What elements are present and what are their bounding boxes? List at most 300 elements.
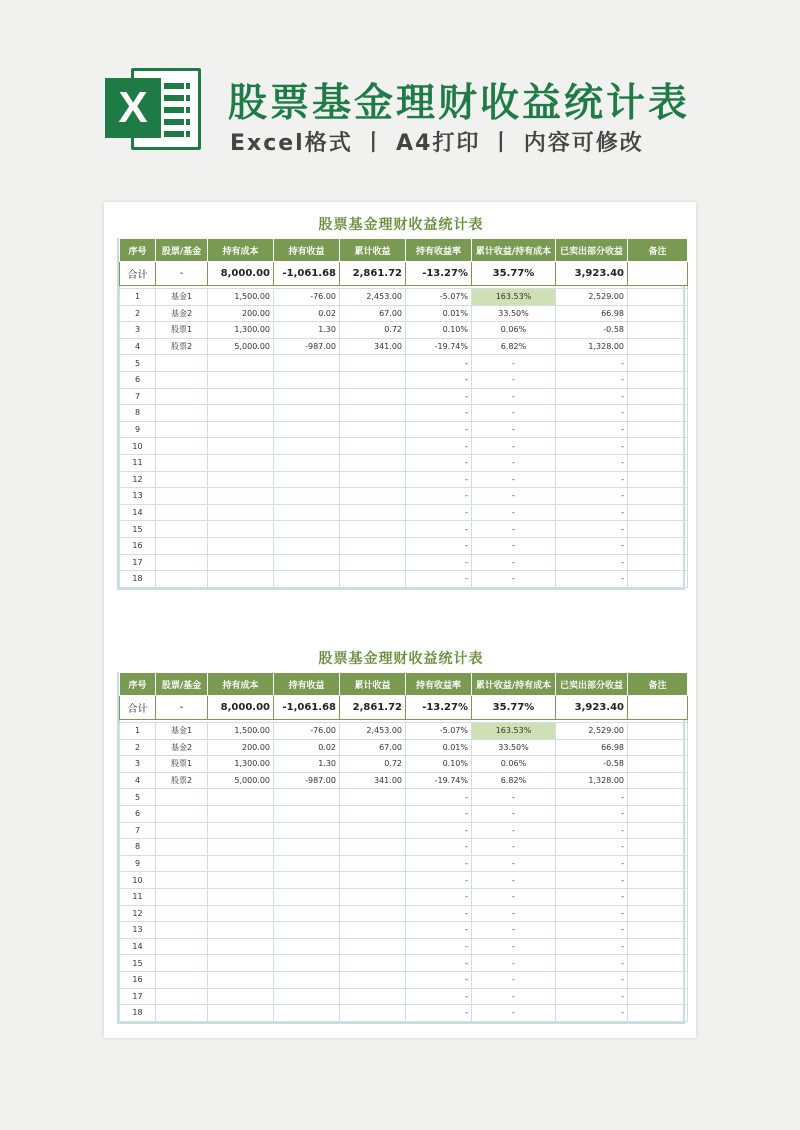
table-cell[interactable]: 1,300.00	[208, 756, 274, 773]
total-cell[interactable]: -	[156, 696, 208, 720]
table-cell[interactable]: 1,300.00	[208, 322, 274, 339]
table-cell[interactable]	[628, 922, 688, 939]
table-cell[interactable]: 1,328.00	[556, 772, 628, 789]
table-cell[interactable]	[208, 388, 274, 405]
table-cell[interactable]	[274, 839, 340, 856]
table-cell[interactable]: -	[472, 388, 556, 405]
table-cell[interactable]	[208, 405, 274, 422]
table-cell[interactable]	[156, 405, 208, 422]
table-cell[interactable]	[340, 805, 406, 822]
table-cell[interactable]: -	[556, 454, 628, 471]
table-cell[interactable]: 4	[120, 338, 156, 355]
table-cell[interactable]: -	[406, 554, 472, 571]
table-cell[interactable]	[340, 872, 406, 889]
table-cell[interactable]: 67.00	[340, 305, 406, 322]
table-cell[interactable]: -	[406, 438, 472, 455]
table-cell[interactable]	[156, 938, 208, 955]
table-cell[interactable]	[274, 805, 340, 822]
table-cell[interactable]: 股票1	[156, 322, 208, 339]
table-cell[interactable]	[340, 905, 406, 922]
table-cell[interactable]: -	[556, 955, 628, 972]
table-cell[interactable]: -	[472, 537, 556, 554]
table-cell[interactable]	[156, 1005, 208, 1022]
table-cell[interactable]: -	[556, 554, 628, 571]
table-cell[interactable]	[156, 855, 208, 872]
table-cell[interactable]: 2	[120, 305, 156, 322]
table-cell[interactable]: 16	[120, 971, 156, 988]
table-cell[interactable]	[628, 988, 688, 1005]
table-cell[interactable]: -	[556, 421, 628, 438]
table-cell[interactable]	[208, 922, 274, 939]
table-cell[interactable]	[340, 1005, 406, 1022]
table-cell[interactable]	[274, 855, 340, 872]
table-cell[interactable]: 10	[120, 872, 156, 889]
table-cell[interactable]: 2,453.00	[340, 289, 406, 306]
table-cell[interactable]: -	[472, 789, 556, 806]
table-cell[interactable]: -	[472, 488, 556, 505]
table-cell[interactable]: 5,000.00	[208, 338, 274, 355]
table-cell[interactable]: -	[406, 855, 472, 872]
table-cell[interactable]: -	[472, 454, 556, 471]
table-cell[interactable]: 14	[120, 504, 156, 521]
table-cell[interactable]	[156, 371, 208, 388]
table-cell[interactable]	[274, 888, 340, 905]
table-cell[interactable]: 5	[120, 355, 156, 372]
table-cell[interactable]: -	[556, 822, 628, 839]
table-cell[interactable]	[628, 938, 688, 955]
table-cell[interactable]: 33.50%	[472, 305, 556, 322]
table-cell[interactable]	[156, 839, 208, 856]
table-cell[interactable]: -	[472, 421, 556, 438]
table-cell[interactable]: -	[406, 988, 472, 1005]
table-cell[interactable]: -0.58	[556, 756, 628, 773]
total-cell[interactable]: -1,061.68	[274, 262, 340, 286]
table-cell[interactable]: 6	[120, 805, 156, 822]
table-cell[interactable]	[340, 388, 406, 405]
table-cell[interactable]: -	[406, 371, 472, 388]
table-cell[interactable]	[274, 822, 340, 839]
table-cell[interactable]: -	[406, 504, 472, 521]
table-cell[interactable]: 16	[120, 537, 156, 554]
table-cell[interactable]	[628, 488, 688, 505]
table-cell[interactable]: 1.30	[274, 322, 340, 339]
table-cell[interactable]: 66.98	[556, 739, 628, 756]
table-cell[interactable]: 3	[120, 756, 156, 773]
table-cell[interactable]	[340, 405, 406, 422]
table-cell[interactable]: 股票2	[156, 772, 208, 789]
table-cell[interactable]: 7	[120, 388, 156, 405]
table-cell[interactable]	[628, 723, 688, 740]
total-cell[interactable]: 2,861.72	[340, 696, 406, 720]
table-cell[interactable]	[156, 805, 208, 822]
total-cell[interactable]: -1,061.68	[274, 696, 340, 720]
table-cell[interactable]: -	[472, 905, 556, 922]
table-cell[interactable]: -	[472, 971, 556, 988]
table-cell[interactable]: -	[556, 855, 628, 872]
table-cell[interactable]	[274, 488, 340, 505]
table-cell[interactable]	[156, 888, 208, 905]
table-cell[interactable]	[156, 504, 208, 521]
table-cell[interactable]: -	[472, 855, 556, 872]
table-cell[interactable]	[156, 471, 208, 488]
table-cell[interactable]: -	[472, 504, 556, 521]
table-cell[interactable]	[340, 971, 406, 988]
table-cell[interactable]: 5,000.00	[208, 772, 274, 789]
table-cell[interactable]	[208, 1005, 274, 1022]
table-cell[interactable]	[156, 872, 208, 889]
table-cell[interactable]	[156, 454, 208, 471]
table-cell[interactable]	[628, 537, 688, 554]
table-cell[interactable]	[628, 355, 688, 372]
table-cell[interactable]: 基金1	[156, 289, 208, 306]
table-cell[interactable]: 基金2	[156, 305, 208, 322]
table-cell[interactable]	[156, 905, 208, 922]
table-cell[interactable]	[340, 371, 406, 388]
table-cell[interactable]	[156, 388, 208, 405]
table-cell[interactable]: -987.00	[274, 338, 340, 355]
table-cell[interactable]	[628, 371, 688, 388]
table-cell[interactable]	[208, 872, 274, 889]
table-cell[interactable]: 12	[120, 471, 156, 488]
table-cell[interactable]: -0.58	[556, 322, 628, 339]
table-cell[interactable]	[156, 789, 208, 806]
table-cell[interactable]	[156, 571, 208, 588]
table-cell[interactable]	[340, 789, 406, 806]
table-cell[interactable]: 0.06%	[472, 756, 556, 773]
table-cell[interactable]: 5	[120, 789, 156, 806]
table-cell[interactable]: 6.82%	[472, 338, 556, 355]
table-cell[interactable]: 11	[120, 888, 156, 905]
table-cell[interactable]	[628, 521, 688, 538]
table-cell[interactable]: 33.50%	[472, 739, 556, 756]
table-cell[interactable]: 13	[120, 488, 156, 505]
table-cell[interactable]: -	[472, 355, 556, 372]
table-cell[interactable]: 7	[120, 822, 156, 839]
table-cell[interactable]: -	[472, 888, 556, 905]
table-cell[interactable]	[274, 521, 340, 538]
table-cell[interactable]: -	[472, 571, 556, 588]
table-cell[interactable]: -	[406, 571, 472, 588]
table-cell[interactable]: -	[406, 1005, 472, 1022]
table-cell[interactable]: -	[406, 922, 472, 939]
table-cell[interactable]: -	[556, 488, 628, 505]
table-cell[interactable]: 1,328.00	[556, 338, 628, 355]
table-cell[interactable]: 11	[120, 454, 156, 471]
table-cell[interactable]: 341.00	[340, 338, 406, 355]
table-cell[interactable]	[274, 988, 340, 1005]
table-cell[interactable]	[628, 338, 688, 355]
table-cell[interactable]: 0.01%	[406, 305, 472, 322]
table-cell[interactable]	[274, 388, 340, 405]
table-cell[interactable]	[628, 405, 688, 422]
total-cell[interactable]	[628, 262, 688, 286]
total-cell[interactable]: -13.27%	[406, 262, 472, 286]
table-cell[interactable]	[340, 438, 406, 455]
total-cell[interactable]: 35.77%	[472, 262, 556, 286]
table-cell[interactable]: 9	[120, 855, 156, 872]
table-cell[interactable]: 1,500.00	[208, 289, 274, 306]
table-cell[interactable]: 66.98	[556, 305, 628, 322]
table-cell[interactable]	[274, 905, 340, 922]
table-cell[interactable]: 12	[120, 905, 156, 922]
table-cell[interactable]: 8	[120, 839, 156, 856]
total-cell[interactable]: 8,000.00	[208, 696, 274, 720]
table-cell[interactable]	[274, 504, 340, 521]
table-cell[interactable]: -	[556, 438, 628, 455]
table-cell[interactable]	[274, 571, 340, 588]
table-cell[interactable]: -	[556, 872, 628, 889]
table-cell[interactable]	[274, 438, 340, 455]
table-cell[interactable]: -	[556, 805, 628, 822]
table-cell[interactable]: -	[556, 888, 628, 905]
table-cell[interactable]: -	[472, 988, 556, 1005]
table-cell[interactable]	[156, 822, 208, 839]
table-cell[interactable]	[628, 789, 688, 806]
table-cell[interactable]: -	[406, 971, 472, 988]
table-cell[interactable]: -	[556, 839, 628, 856]
table-cell[interactable]: -	[556, 471, 628, 488]
table-cell[interactable]	[628, 872, 688, 889]
table-cell[interactable]: 200.00	[208, 739, 274, 756]
table-cell[interactable]	[340, 839, 406, 856]
table-cell[interactable]: -	[406, 471, 472, 488]
table-cell[interactable]: 1	[120, 723, 156, 740]
table-cell[interactable]: 0.10%	[406, 756, 472, 773]
table-cell[interactable]	[274, 789, 340, 806]
table-cell[interactable]	[208, 371, 274, 388]
table-cell[interactable]: 0.02	[274, 739, 340, 756]
table-cell[interactable]: -	[406, 789, 472, 806]
table-cell[interactable]: 17	[120, 988, 156, 1005]
table-cell[interactable]: -	[406, 421, 472, 438]
table-cell[interactable]	[340, 855, 406, 872]
table-cell[interactable]: -	[556, 355, 628, 372]
table-cell[interactable]	[208, 971, 274, 988]
table-cell[interactable]	[628, 571, 688, 588]
table-cell[interactable]: -	[472, 554, 556, 571]
table-cell[interactable]	[208, 938, 274, 955]
table-cell[interactable]: -	[406, 388, 472, 405]
table-cell[interactable]	[340, 537, 406, 554]
table-cell[interactable]: -	[472, 955, 556, 972]
table-cell[interactable]: -	[472, 521, 556, 538]
table-cell[interactable]	[628, 955, 688, 972]
table-cell[interactable]: 6	[120, 371, 156, 388]
table-cell[interactable]: -	[406, 454, 472, 471]
table-cell[interactable]: 18	[120, 571, 156, 588]
table-cell[interactable]	[340, 571, 406, 588]
table-cell[interactable]	[340, 938, 406, 955]
table-cell[interactable]: 股票2	[156, 338, 208, 355]
table-cell[interactable]	[208, 805, 274, 822]
table-cell[interactable]	[208, 822, 274, 839]
table-cell[interactable]	[340, 521, 406, 538]
table-cell[interactable]	[208, 471, 274, 488]
table-cell[interactable]: -	[406, 537, 472, 554]
table-cell[interactable]: -	[472, 938, 556, 955]
total-cell[interactable]: 合计	[120, 696, 156, 720]
table-cell[interactable]: 1.30	[274, 756, 340, 773]
table-cell[interactable]: -	[406, 872, 472, 889]
table-cell[interactable]: -	[406, 839, 472, 856]
table-cell[interactable]: 0.02	[274, 305, 340, 322]
table-cell[interactable]	[208, 521, 274, 538]
table-cell[interactable]	[628, 739, 688, 756]
total-cell[interactable]: 8,000.00	[208, 262, 274, 286]
table-cell[interactable]	[156, 955, 208, 972]
table-cell[interactable]	[274, 371, 340, 388]
table-cell[interactable]: -	[472, 872, 556, 889]
table-cell[interactable]: 163.53%	[472, 723, 556, 740]
table-cell[interactable]	[208, 438, 274, 455]
table-cell[interactable]: -987.00	[274, 772, 340, 789]
table-cell[interactable]: -	[472, 922, 556, 939]
table-cell[interactable]: -	[556, 988, 628, 1005]
table-cell[interactable]	[340, 421, 406, 438]
table-cell[interactable]	[274, 922, 340, 939]
table-cell[interactable]	[208, 537, 274, 554]
table-cell[interactable]: 10	[120, 438, 156, 455]
table-cell[interactable]: -	[556, 388, 628, 405]
table-cell[interactable]: 1	[120, 289, 156, 306]
table-cell[interactable]	[208, 855, 274, 872]
table-cell[interactable]: -	[556, 504, 628, 521]
total-cell[interactable]: 2,861.72	[340, 262, 406, 286]
table-cell[interactable]	[274, 471, 340, 488]
table-cell[interactable]	[156, 438, 208, 455]
table-cell[interactable]: -	[556, 905, 628, 922]
table-cell[interactable]: -	[406, 488, 472, 505]
table-cell[interactable]	[628, 839, 688, 856]
table-cell[interactable]	[628, 388, 688, 405]
table-cell[interactable]	[340, 955, 406, 972]
table-cell[interactable]	[340, 355, 406, 372]
table-cell[interactable]	[208, 839, 274, 856]
table-cell[interactable]: 200.00	[208, 305, 274, 322]
table-cell[interactable]: 6.82%	[472, 772, 556, 789]
table-cell[interactable]	[628, 454, 688, 471]
total-cell[interactable]: -	[156, 262, 208, 286]
table-cell[interactable]	[208, 888, 274, 905]
table-cell[interactable]: -	[556, 922, 628, 939]
table-cell[interactable]	[628, 805, 688, 822]
table-cell[interactable]: 15	[120, 521, 156, 538]
table-cell[interactable]: 股票1	[156, 756, 208, 773]
table-cell[interactable]	[340, 454, 406, 471]
table-cell[interactable]: 8	[120, 405, 156, 422]
table-cell[interactable]	[208, 488, 274, 505]
table-cell[interactable]	[208, 905, 274, 922]
table-cell[interactable]	[208, 554, 274, 571]
table-cell[interactable]: 2	[120, 739, 156, 756]
table-cell[interactable]: -	[472, 405, 556, 422]
table-cell[interactable]: 2,453.00	[340, 723, 406, 740]
total-cell[interactable]: 3,923.40	[556, 696, 628, 720]
table-cell[interactable]	[274, 872, 340, 889]
table-cell[interactable]: -5.07%	[406, 723, 472, 740]
table-cell[interactable]: 1,500.00	[208, 723, 274, 740]
table-cell[interactable]	[628, 289, 688, 306]
table-cell[interactable]	[628, 1005, 688, 1022]
table-cell[interactable]	[208, 504, 274, 521]
table-cell[interactable]: 341.00	[340, 772, 406, 789]
table-cell[interactable]	[208, 955, 274, 972]
table-cell[interactable]: -	[556, 789, 628, 806]
table-cell[interactable]: 0.72	[340, 322, 406, 339]
table-cell[interactable]: 17	[120, 554, 156, 571]
table-cell[interactable]: 基金1	[156, 723, 208, 740]
table-cell[interactable]	[208, 454, 274, 471]
table-cell[interactable]: -	[406, 822, 472, 839]
total-cell[interactable]: -13.27%	[406, 696, 472, 720]
table-cell[interactable]	[208, 988, 274, 1005]
table-cell[interactable]	[340, 888, 406, 905]
total-cell[interactable]: 合计	[120, 262, 156, 286]
table-cell[interactable]: 2,529.00	[556, 723, 628, 740]
table-cell[interactable]	[208, 789, 274, 806]
table-cell[interactable]	[156, 922, 208, 939]
table-cell[interactable]: -	[406, 405, 472, 422]
table-cell[interactable]: 15	[120, 955, 156, 972]
table-cell[interactable]	[628, 471, 688, 488]
table-cell[interactable]: -	[472, 371, 556, 388]
table-cell[interactable]	[628, 888, 688, 905]
table-cell[interactable]	[340, 504, 406, 521]
table-cell[interactable]: -	[556, 571, 628, 588]
table-cell[interactable]: 13	[120, 922, 156, 939]
table-cell[interactable]	[274, 355, 340, 372]
table-cell[interactable]	[340, 922, 406, 939]
table-cell[interactable]: -19.74%	[406, 772, 472, 789]
table-cell[interactable]	[274, 938, 340, 955]
table-cell[interactable]: -	[556, 537, 628, 554]
table-cell[interactable]: 2,529.00	[556, 289, 628, 306]
table-cell[interactable]	[156, 355, 208, 372]
table-cell[interactable]: 0.06%	[472, 322, 556, 339]
table-cell[interactable]	[628, 772, 688, 789]
table-cell[interactable]: 3	[120, 322, 156, 339]
table-cell[interactable]	[274, 955, 340, 972]
table-cell[interactable]: -	[472, 822, 556, 839]
table-cell[interactable]: -	[472, 438, 556, 455]
table-cell[interactable]	[274, 971, 340, 988]
table-cell[interactable]	[274, 454, 340, 471]
table-cell[interactable]: -	[472, 805, 556, 822]
table-cell[interactable]: -	[556, 971, 628, 988]
table-cell[interactable]: -	[406, 955, 472, 972]
table-cell[interactable]	[628, 421, 688, 438]
table-cell[interactable]	[208, 355, 274, 372]
table-cell[interactable]	[628, 438, 688, 455]
table-cell[interactable]: -	[406, 905, 472, 922]
table-cell[interactable]	[340, 988, 406, 1005]
table-cell[interactable]: 18	[120, 1005, 156, 1022]
table-cell[interactable]: -5.07%	[406, 289, 472, 306]
table-cell[interactable]	[628, 305, 688, 322]
table-cell[interactable]	[208, 571, 274, 588]
table-cell[interactable]	[156, 554, 208, 571]
table-cell[interactable]: -	[556, 371, 628, 388]
table-cell[interactable]: -	[556, 1005, 628, 1022]
table-cell[interactable]: -	[556, 521, 628, 538]
table-cell[interactable]: 0.10%	[406, 322, 472, 339]
table-cell[interactable]	[208, 421, 274, 438]
table-cell[interactable]	[156, 488, 208, 505]
table-cell[interactable]	[156, 988, 208, 1005]
table-cell[interactable]	[274, 405, 340, 422]
table-cell[interactable]: 0.72	[340, 756, 406, 773]
table-cell[interactable]: -	[406, 521, 472, 538]
